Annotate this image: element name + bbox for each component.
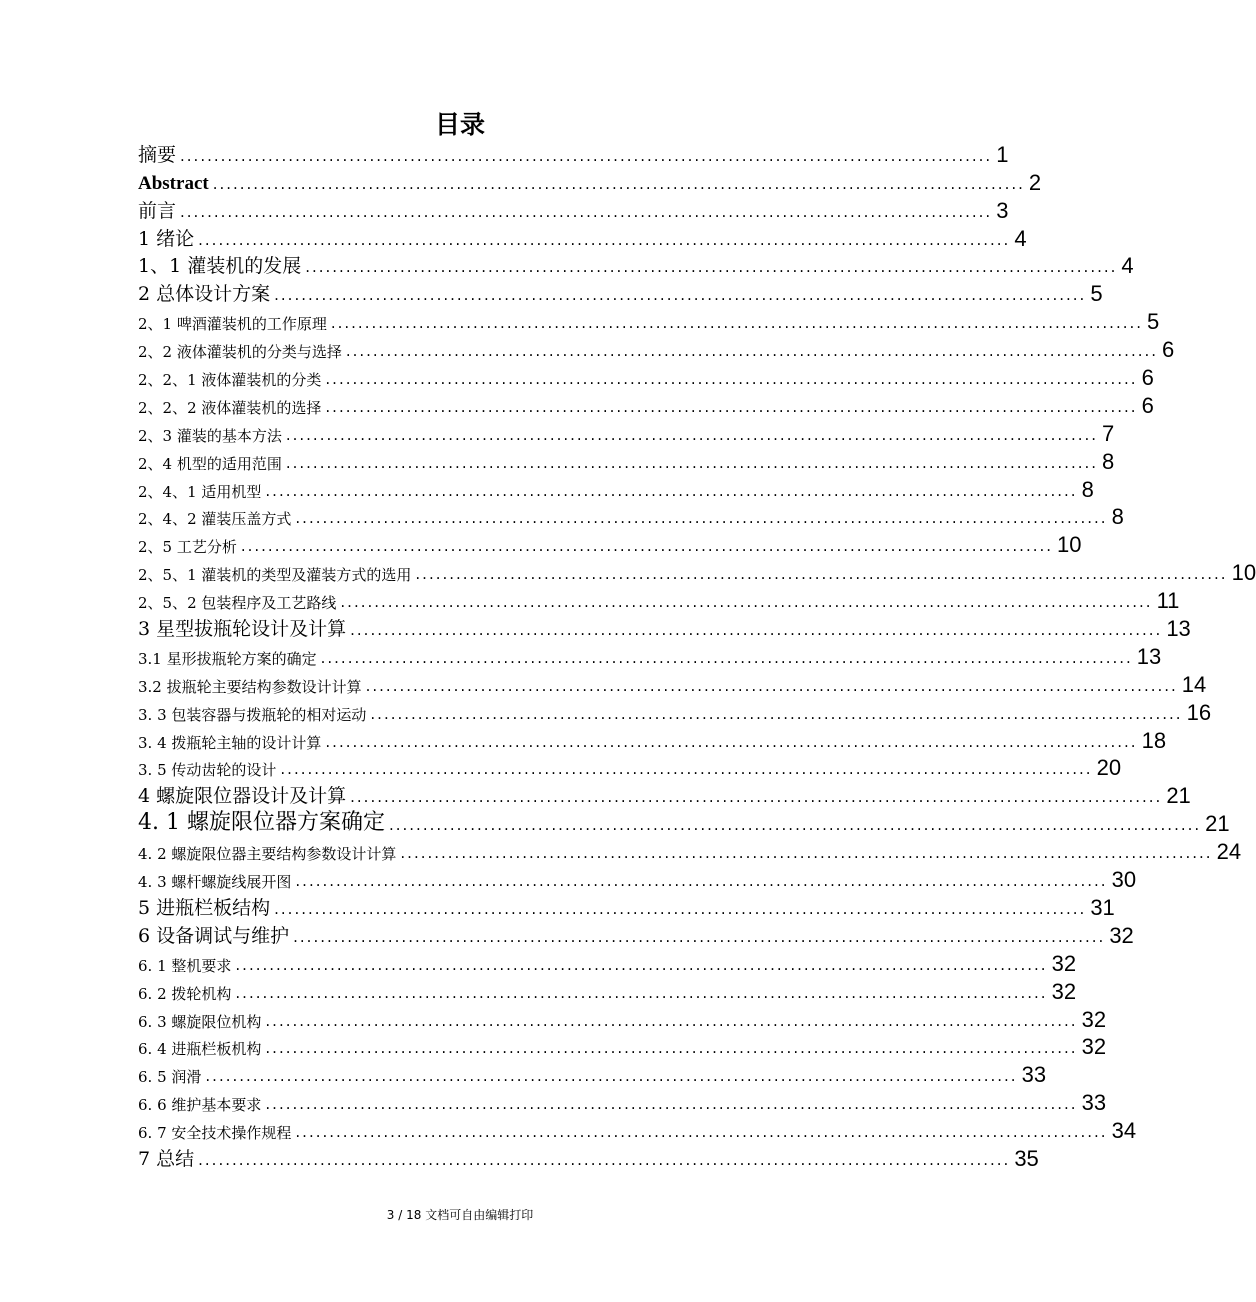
toc-leader-dots: ........................................................................................................................: [235, 983, 1048, 1002]
toc-entry-page: 35: [1014, 1145, 1039, 1171]
toc-entry-label: 6. 7 安全技术操作规程: [138, 1124, 292, 1143]
toc-entry-page: 1: [996, 141, 1009, 167]
toc-leader-dots: ........................................................................................................................: [285, 425, 1099, 444]
toc-leader-dots: ........................................................................................................................: [350, 621, 1163, 640]
toc-entry[interactable]: [138, 307, 1160, 335]
toc-entry-label: 4. 3 螺杆螺旋线展开图: [138, 873, 292, 892]
toc-entry[interactable]: [138, 1144, 1039, 1172]
toc-entry[interactable]: [138, 670, 1207, 698]
toc-entry-label: 7 总结: [138, 1147, 195, 1170]
toc-entry[interactable]: [138, 698, 1212, 726]
toc-entry-label: 3 星型拔瓶轮设计及计算: [138, 618, 347, 641]
toc-entry-page: 10: [1231, 560, 1256, 586]
toc-entry-label: 前言: [138, 199, 177, 222]
toc-entry[interactable]: [138, 1005, 1107, 1033]
toc-leader-dots: ........................................................................................................................: [400, 844, 1213, 863]
toc-entry[interactable]: [138, 865, 1137, 893]
toc-entry[interactable]: [138, 1060, 1047, 1088]
toc-leader-dots: ........................................................................................................................: [295, 509, 1108, 528]
toc-entry[interactable]: [138, 475, 1094, 503]
toc-leader-dots: ........................................................................................................................: [285, 453, 1099, 472]
toc-entry[interactable]: [138, 391, 1154, 419]
toc-leader-dots: ........................................................................................................................: [415, 565, 1228, 584]
toc-entry-page: 16: [1186, 699, 1212, 725]
toc-leader-dots: ........................................................................................................................: [180, 202, 993, 221]
toc-entry-label: 2、5 工艺分析: [138, 538, 237, 557]
toc-entry[interactable]: [138, 224, 1027, 252]
toc-leader-dots: ........................................................................................................................: [350, 788, 1163, 807]
toc-entry-page: 32: [1109, 922, 1134, 948]
toc-entry-label: Abstract: [138, 172, 209, 194]
toc-entry-label: 2、4、1 适用机型: [138, 482, 262, 501]
toc-leader-dots: ........................................................................................................................: [345, 342, 1159, 361]
toc-entry-label: 1、1 灌装机的发展: [138, 255, 302, 278]
toc-leader-dots: ........................................................................................................................: [198, 1150, 1011, 1169]
toc-leader-dots: ........................................................................................................................: [340, 593, 1153, 612]
toc-leader-dots: ........................................................................................................................: [388, 816, 1202, 835]
toc-entry-page: 21: [1205, 811, 1230, 837]
toc-entry-label: 2、5、1 灌装机的类型及灌装方式的选用: [138, 566, 412, 585]
toc-leader-dots: ........................................................................................................................: [370, 704, 1183, 723]
toc-entry-page: 33: [1021, 1062, 1047, 1088]
toc-entry-page: 3: [996, 197, 1009, 223]
toc-entry-page: 20: [1096, 755, 1122, 781]
toc-entry[interactable]: [138, 642, 1162, 670]
toc-entry-label: 2、1 啤酒灌装机的工作原理: [138, 315, 327, 334]
toc-entry-page: 4: [1014, 225, 1027, 251]
toc-entry-label: 6. 2 拨轮机构: [138, 984, 232, 1003]
toc-entry-page: 32: [1081, 1006, 1107, 1032]
toc-leader-dots: ........................................................................................................................: [274, 899, 1087, 918]
toc-leader-dots: ........................................................................................................................: [293, 927, 1106, 946]
toc-entry-page: 30: [1111, 867, 1137, 893]
toc-leader-dots: ........................................................................................................................: [325, 397, 1138, 416]
toc-leader-dots: ........................................................................................................................: [198, 230, 1011, 249]
toc-title: 目录: [434, 110, 485, 139]
toc-leader-dots: ........................................................................................................................: [240, 537, 1054, 556]
toc-entry-label: 2 总体设计方案: [138, 283, 271, 306]
toc-leader-dots: ........................................................................................................................: [265, 481, 1078, 500]
toc-entry[interactable]: [138, 614, 1191, 642]
toc-entry-label: 4. 2 螺旋限位器主要结构参数设计计算: [138, 845, 397, 864]
toc-entry[interactable]: [138, 893, 1115, 921]
toc-entry-page: 5: [1090, 281, 1103, 307]
toc-entry-label: 3. 4 拨瓶轮主轴的设计计算: [138, 733, 322, 752]
toc-entry-page: 32: [1051, 978, 1077, 1004]
toc-entry-label: 2、2、1 液体灌装机的分类: [138, 371, 322, 390]
toc-entry-page: 4: [1121, 253, 1134, 279]
toc-entry-page: 24: [1216, 839, 1242, 865]
toc-entry[interactable]: [138, 1088, 1107, 1116]
toc-list: [138, 140, 1256, 1172]
toc-entry-page: 13: [1136, 643, 1162, 669]
toc-entry-page: 10: [1057, 532, 1082, 558]
toc-leader-dots: ........................................................................................................................: [320, 648, 1133, 667]
toc-leader-dots: ........................................................................................................................: [235, 955, 1048, 974]
toc-entry[interactable]: [138, 196, 1009, 224]
toc-entry[interactable]: [138, 977, 1077, 1005]
toc-entry-label: 6. 4 进瓶栏板机构: [138, 1040, 262, 1059]
toc-entry-page: 11: [1156, 588, 1180, 614]
toc-entry-label: 3.1 星形拔瓶轮方案的确定: [138, 649, 317, 668]
toc-entry[interactable]: [138, 754, 1122, 782]
toc-entry[interactable]: [138, 921, 1134, 949]
toc-entry[interactable]: [138, 837, 1242, 865]
toc-entry-label: 2、3 灌装的基本方法: [138, 426, 282, 445]
toc-entry-page: 32: [1081, 1034, 1107, 1060]
toc-entry-label: 摘要: [138, 143, 177, 166]
toc-entry-page: 21: [1166, 783, 1191, 809]
toc-leader-dots: ........................................................................................................................: [365, 676, 1178, 695]
toc-leader-dots: ........................................................................................................................: [205, 1067, 1018, 1086]
toc-entry-label: 6. 1 整机要求: [138, 956, 232, 975]
toc-entry[interactable]: [138, 168, 1042, 196]
toc-entry[interactable]: [138, 809, 1230, 837]
toc-entry[interactable]: [138, 363, 1154, 391]
toc-entry-page: 7: [1102, 420, 1115, 446]
toc-entry-label: 3. 5 传动齿轮的设计: [138, 761, 277, 780]
toc-entry-label: 3. 3 包装容器与拨瓶轮的相对运动: [138, 705, 367, 724]
toc-entry-page: 8: [1111, 504, 1124, 530]
toc-entry-label: 6. 3 螺旋限位机构: [138, 1012, 262, 1031]
toc-entry-page: 8: [1081, 476, 1094, 502]
toc-entry-label: 3.2 拔瓶轮主要结构参数设计计算: [138, 677, 362, 696]
toc-leader-dots: ........................................................................................................................: [295, 872, 1108, 891]
toc-entry-label: 5 进瓶栏板结构: [138, 896, 271, 919]
toc-leader-dots: ........................................................................................................................: [330, 314, 1144, 333]
toc-leader-dots: ........................................................................................................................: [305, 258, 1118, 277]
toc-entry-page: 6: [1162, 337, 1175, 363]
toc-entry-page: 31: [1090, 894, 1115, 920]
toc-leader-dots: ........................................................................................................................: [280, 760, 1093, 779]
toc-entry[interactable]: [138, 503, 1124, 531]
toc-leader-dots: ........................................................................................................................: [265, 1095, 1078, 1114]
toc-entry-page: 2: [1028, 169, 1042, 195]
toc-entry-page: 6: [1141, 392, 1154, 418]
toc-entry[interactable]: [138, 140, 1009, 168]
toc-entry-page: 34: [1111, 1118, 1137, 1144]
toc-entry-label: 2、4 机型的适用范围: [138, 454, 282, 473]
toc-leader-dots: ........................................................................................................................: [180, 146, 993, 165]
toc-entry-label: 6. 5 润滑: [138, 1068, 202, 1087]
toc-leader-dots: ........................................................................................................................: [325, 732, 1138, 751]
toc-entry-label: 1 绪论: [138, 227, 195, 250]
toc-entry[interactable]: [138, 447, 1115, 475]
toc-leader-dots: ........................................................................................................................: [325, 370, 1138, 389]
toc-entry-label: 6 设备调试与维护: [138, 924, 290, 947]
toc-leader-dots: ........................................................................................................................: [265, 1039, 1078, 1058]
toc-entry[interactable]: [138, 558, 1256, 586]
toc-entry[interactable]: [138, 949, 1077, 977]
toc-entry-label: 2、4、2 灌装压盖方式: [138, 510, 292, 529]
toc-entry-page: 14: [1181, 671, 1207, 697]
toc-entry[interactable]: [138, 419, 1115, 447]
toc-entry[interactable]: [138, 335, 1175, 363]
toc-entry-label: 4. 1 螺旋限位器方案确定: [138, 810, 385, 836]
toc-entry-page: 5: [1147, 309, 1160, 335]
toc-entry-label: 2、5、2 包装程序及工艺路线: [138, 594, 337, 613]
toc-entry[interactable]: [138, 726, 1167, 754]
toc-entry-label: 6. 6 维护基本要求: [138, 1096, 262, 1115]
toc-leader-dots: ........................................................................................................................: [274, 286, 1087, 305]
toc-entry[interactable]: [138, 586, 1180, 614]
toc-entry-page: 13: [1166, 616, 1191, 642]
toc-entry-label: 2、2 液体灌装机的分类与选择: [138, 343, 342, 362]
toc-entry-page: 6: [1141, 365, 1154, 391]
toc-entry[interactable]: [138, 279, 1103, 307]
toc-entry[interactable]: [138, 1116, 1137, 1144]
toc-entry[interactable]: [138, 252, 1134, 280]
toc-entry-label: 2、2、2 液体灌装机的选择: [138, 398, 322, 417]
toc-entry[interactable]: [138, 1033, 1107, 1061]
toc-entry-page: 33: [1081, 1090, 1107, 1116]
toc-entry-page: 32: [1051, 950, 1077, 976]
toc-entry[interactable]: [138, 781, 1191, 809]
toc-entry-page: 18: [1141, 727, 1167, 753]
toc-leader-dots: ........................................................................................................................: [265, 1011, 1078, 1030]
toc-entry[interactable]: [138, 530, 1082, 558]
toc-entry-page: 8: [1102, 448, 1115, 474]
toc-entry-label: 4 螺旋限位器设计及计算: [138, 785, 347, 808]
toc-leader-dots: ........................................................................................................................: [295, 1123, 1108, 1142]
toc-leader-dots: ........................................................................................................................: [212, 174, 1025, 193]
page-footer: 3 / 18 文档可自由编辑打印: [386, 1208, 534, 1222]
